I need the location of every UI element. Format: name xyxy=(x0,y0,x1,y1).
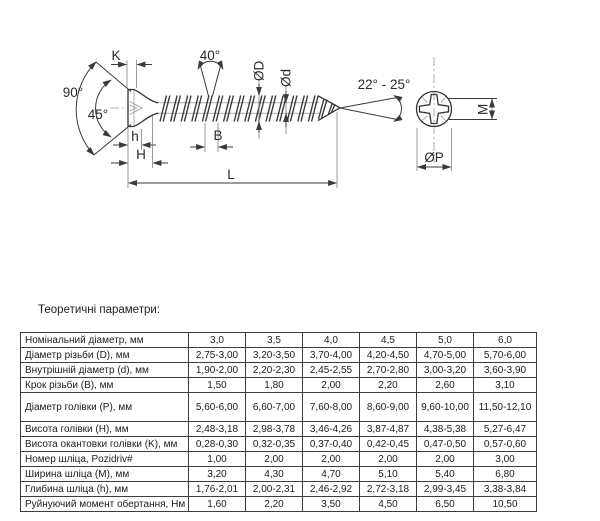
table-cell: 4,20-4,50 xyxy=(360,348,417,363)
table-title: Теоретичні параметри: xyxy=(38,304,160,316)
table-cell: 2,00 xyxy=(360,452,417,467)
table-row xyxy=(21,363,537,378)
table-cell: 0,32-0,35 xyxy=(246,437,303,452)
dim-label-slot-depth: h xyxy=(131,129,139,144)
table-cell: 1,60 xyxy=(189,497,246,512)
table-cell: 3,38-3,84 xyxy=(474,482,537,497)
table-cell: 3,20-3,50 xyxy=(246,348,303,363)
dim-label-outer-diameter: ØD xyxy=(251,60,267,81)
row-label: Крок різьби (B), мм xyxy=(21,378,189,393)
row-label: Номінальний діаметр, мм xyxy=(21,333,189,348)
row-label: Руйнуючий момент обертання, Нм xyxy=(21,497,189,512)
table-cell: 2,99-3,45 xyxy=(417,482,474,497)
table-cell: 6,0 xyxy=(474,333,537,348)
table-cell: 4,38-5,38 xyxy=(417,422,474,437)
dim-label-thread-pitch: B xyxy=(213,128,223,143)
table-cell: 8,60-9,00 xyxy=(360,393,417,422)
table-cell: 5,40 xyxy=(417,467,474,482)
table-cell: 2,60 xyxy=(417,378,474,393)
screw-top-view xyxy=(417,57,498,171)
row-label: Діаметр голівки (P), мм xyxy=(21,393,189,422)
parameters-table xyxy=(20,332,537,512)
table-row xyxy=(21,422,537,437)
table-cell: 3,60-3,90 xyxy=(474,363,537,378)
table-cell: 2,00 xyxy=(417,452,474,467)
table-cell: 5,60-6,00 xyxy=(189,393,246,422)
table-cell: 2,75-3,00 xyxy=(189,348,246,363)
dim-label-slot-width: M xyxy=(475,103,491,115)
table-cell: 4,5 xyxy=(360,333,417,348)
table-cell: 1,90-2,00 xyxy=(189,363,246,378)
table-cell: 2,20-2,30 xyxy=(246,363,303,378)
table-cell: 4,70 xyxy=(303,467,360,482)
table-row xyxy=(21,348,537,363)
dim-label-k: K xyxy=(111,48,121,63)
table-cell: 3,0 xyxy=(189,333,246,348)
threads xyxy=(160,96,318,122)
table-row xyxy=(21,452,537,467)
table-cell: 3,70-4,00 xyxy=(303,348,360,363)
dim-label-thread-angle: 40° xyxy=(199,48,221,63)
table-cell: 3,10 xyxy=(474,378,537,393)
table-cell: 3,00-3,20 xyxy=(417,363,474,378)
table-cell: 9,60-10,00 xyxy=(417,393,474,422)
table-cell: 1,76-2,01 xyxy=(189,482,246,497)
table-cell: 5,27-6,47 xyxy=(474,422,537,437)
dim-label-head-height: H xyxy=(136,147,146,162)
table-cell: 11,50-12,10 xyxy=(474,393,537,422)
row-label: Висота голівки (H), мм xyxy=(21,422,189,437)
table-cell: 3,50 xyxy=(303,497,360,512)
table-cell: 3,20 xyxy=(189,467,246,482)
row-label: Висота окантовки голівки (K), мм xyxy=(21,437,189,452)
dim-label-half-angle: 45° xyxy=(87,107,109,122)
table-row xyxy=(21,482,537,497)
table-cell: 2,20 xyxy=(246,497,303,512)
table-cell: 3,87-4,87 xyxy=(360,422,417,437)
table-row xyxy=(21,437,537,452)
table-cell: 2,98-3,78 xyxy=(246,422,303,437)
recess-profile xyxy=(130,102,143,115)
dim-label-head-diameter: ØP xyxy=(424,150,444,165)
table-cell: 6,60-7,00 xyxy=(246,393,303,422)
table-cell: 2,46-2,92 xyxy=(303,482,360,497)
dim-label-inner-diameter: Ød xyxy=(278,68,294,87)
table-cell: 3,46-4,26 xyxy=(303,422,360,437)
table-cell: 5,0 xyxy=(417,333,474,348)
table-cell: 2,48-3,18 xyxy=(189,422,246,437)
table-row xyxy=(21,467,537,482)
table-cell: 10,50 xyxy=(474,497,537,512)
table-cell: 1,80 xyxy=(246,378,303,393)
table-row xyxy=(21,393,537,422)
row-label: Внутрішній діаметр (d), мм xyxy=(21,363,189,378)
table-cell: 0,57-0,60 xyxy=(474,437,537,452)
table-cell: 3,5 xyxy=(246,333,303,348)
screw-head-outline xyxy=(128,90,158,127)
table-cell: 3,00 xyxy=(474,452,537,467)
table-cell: 6,80 xyxy=(474,467,537,482)
table-cell: 4,70-5,00 xyxy=(417,348,474,363)
table-cell: 2,72-3,18 xyxy=(360,482,417,497)
table-cell: 5,10 xyxy=(360,467,417,482)
dimensions xyxy=(63,48,411,188)
row-label: Номер шліца, Pozidriv# xyxy=(21,452,189,467)
table-cell: 0,42-0,45 xyxy=(360,437,417,452)
table-cell: 2,70-2,80 xyxy=(360,363,417,378)
dim-label-head-angle: 90° xyxy=(62,85,84,100)
row-label: Глибина шліца (h), мм xyxy=(21,482,189,497)
table-row xyxy=(21,333,537,348)
table-cell: 2,20 xyxy=(360,378,417,393)
table-cell: 0,47-0,50 xyxy=(417,437,474,452)
dim-label-tip-angle: 22° - 25° xyxy=(357,77,411,92)
table-cell: 2,00 xyxy=(303,452,360,467)
table-row xyxy=(21,497,537,512)
table-cell: 6,50 xyxy=(417,497,474,512)
table-cell: 5,70-6,00 xyxy=(474,348,537,363)
table-cell: 2,00 xyxy=(303,378,360,393)
table-cell: 2,45-2,55 xyxy=(303,363,360,378)
row-label: Ширина шліца (M), мм xyxy=(21,467,189,482)
table-cell: 2,00 xyxy=(246,452,303,467)
table-cell: 1,50 xyxy=(189,378,246,393)
screw-side-view xyxy=(110,90,340,127)
table-cell: 4,30 xyxy=(246,467,303,482)
table-cell: 4,0 xyxy=(303,333,360,348)
row-label: Діаметр різьби (D), мм xyxy=(21,348,189,363)
table-cell: 0,28-0,30 xyxy=(189,437,246,452)
table-row xyxy=(21,378,537,393)
dim-label-length: L xyxy=(227,167,235,182)
table-cell: 4,50 xyxy=(360,497,417,512)
table-cell: 2,00-2,31 xyxy=(246,482,303,497)
table-cell: 1,00 xyxy=(189,452,246,467)
table-cell: 7,60-8,00 xyxy=(303,393,360,422)
table-cell: 0,37-0,40 xyxy=(303,437,360,452)
